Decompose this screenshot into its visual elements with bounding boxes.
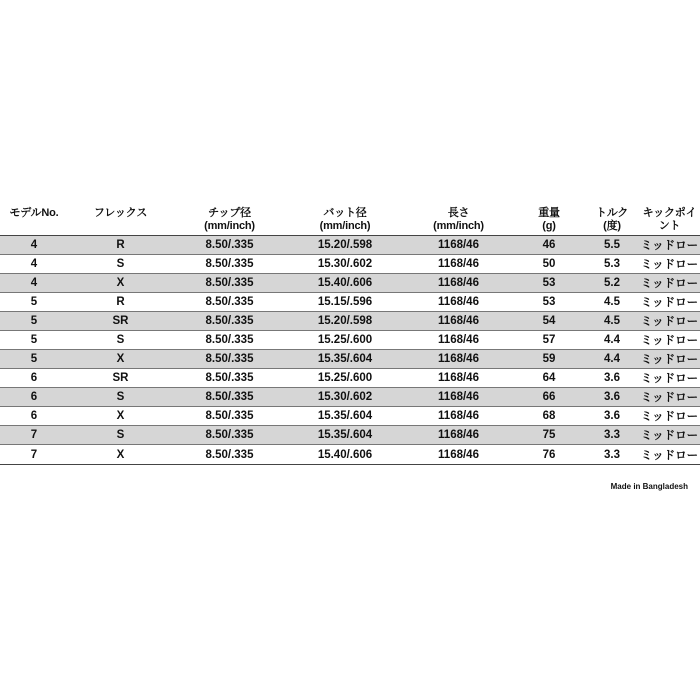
header-tip-label: チップ径	[208, 207, 251, 219]
cell-kick: ミッドロー	[640, 449, 699, 462]
spec-table	[0, 205, 700, 465]
cell-torque: 5.3	[604, 258, 620, 270]
header-weight	[513, 205, 585, 233]
cell-butt: 15.30/.602	[317, 258, 373, 270]
cell-length: 1168/46	[438, 391, 479, 403]
cell-length: 1168/46	[438, 372, 479, 384]
header-tip-unit: (mm/inch)	[204, 220, 255, 232]
table-row	[0, 331, 700, 350]
cell-torque: 4.4	[604, 334, 620, 346]
table-header-row	[0, 205, 700, 235]
cell-tip: 8.50/.335	[205, 429, 254, 441]
header-model-label: モデルNo.	[9, 207, 59, 219]
cell-length: 1168/46	[438, 258, 479, 270]
header-tip	[173, 205, 286, 233]
cell-tip: 8.50/.335	[205, 391, 254, 403]
cell-flex: S	[116, 334, 125, 346]
cell-kick: ミッドロー	[640, 297, 699, 309]
cell-butt: 15.25/.600	[317, 334, 373, 346]
cell-torque: 3.6	[604, 410, 620, 422]
header-torque	[585, 205, 639, 233]
cell-weight: 53	[542, 277, 556, 289]
table-row	[0, 236, 700, 255]
header-flex-label: フレックス	[93, 207, 148, 219]
cell-flex: X	[116, 448, 125, 461]
cell-flex: X	[116, 410, 125, 422]
cell-torque: 4.4	[604, 353, 620, 365]
cell-model: 6	[30, 410, 38, 422]
cell-flex: R	[116, 239, 125, 251]
cell-butt: 15.25/.600	[317, 372, 373, 384]
cell-weight: 54	[542, 315, 556, 327]
cell-kick: ミッドロー	[640, 259, 699, 271]
table-row	[0, 293, 700, 312]
cell-torque: 5.2	[604, 277, 620, 289]
cell-tip: 8.50/.335	[205, 448, 254, 461]
cell-kick: ミッドロー	[640, 278, 699, 290]
cell-flex: X	[116, 277, 125, 289]
cell-length: 1168/46	[438, 296, 479, 308]
cell-butt: 15.35/.604	[317, 429, 373, 441]
cell-butt: 15.20/.598	[317, 239, 373, 251]
header-length-unit: (mm/inch)	[433, 220, 484, 232]
cell-torque: 5.5	[604, 239, 620, 251]
cell-butt: 15.40/.606	[317, 277, 373, 289]
cell-flex: R	[116, 296, 125, 308]
cell-kick: ミッドロー	[640, 411, 699, 423]
header-butt-unit: (mm/inch)	[319, 220, 371, 232]
cell-weight: 46	[542, 239, 556, 251]
cell-tip: 8.50/.335	[205, 296, 254, 308]
cell-weight: 50	[542, 258, 556, 270]
cell-kick: ミッドロー	[640, 373, 699, 385]
cell-length: 1168/46	[438, 239, 479, 251]
table-row	[0, 445, 700, 464]
cell-butt: 15.35/.604	[317, 410, 373, 422]
cell-butt: 15.15/.596	[317, 296, 373, 308]
cell-model: 5	[30, 296, 38, 308]
cell-kick: ミッドロー	[640, 335, 699, 347]
cell-model: 4	[30, 239, 38, 251]
cell-flex: SR	[112, 315, 129, 327]
cell-length: 1168/46	[438, 353, 479, 365]
table-row	[0, 255, 700, 274]
cell-butt: 15.30/.602	[317, 391, 373, 403]
table-row	[0, 388, 700, 407]
cell-flex: S	[116, 429, 125, 441]
cell-model: 7	[30, 448, 38, 461]
table-row	[0, 274, 700, 293]
cell-tip: 8.50/.335	[205, 353, 254, 365]
cell-length: 1168/46	[438, 429, 479, 441]
cell-torque: 3.6	[604, 372, 620, 384]
cell-butt: 15.35/.604	[317, 353, 373, 365]
cell-length: 1168/46	[438, 315, 479, 327]
cell-model: 7	[30, 429, 38, 441]
header-torque-label: トルク	[595, 207, 629, 219]
table-row	[0, 407, 700, 426]
table-row	[0, 312, 700, 331]
cell-tip: 8.50/.335	[205, 410, 254, 422]
header-flex	[68, 205, 173, 220]
header-torque-unit: (度)	[603, 220, 621, 232]
cell-flex: SR	[112, 372, 129, 384]
cell-weight: 76	[542, 448, 556, 461]
cell-length: 1168/46	[438, 334, 479, 346]
cell-kick: ミッドロー	[640, 240, 699, 252]
header-kick-label: キックポイント	[642, 207, 697, 232]
cell-torque: 3.6	[604, 391, 620, 403]
cell-tip: 8.50/.335	[205, 258, 254, 270]
header-butt-label: バット径	[323, 207, 367, 219]
cell-weight: 75	[542, 429, 556, 441]
cell-length: 1168/46	[438, 277, 479, 289]
cell-weight: 53	[542, 296, 556, 308]
cell-kick: ミッドロー	[640, 354, 699, 366]
header-length	[404, 205, 513, 233]
cell-tip: 8.50/.335	[205, 315, 254, 327]
header-weight-label: 重量	[538, 207, 560, 219]
cell-torque: 3.3	[604, 448, 620, 461]
origin-note: Made in Bangladesh	[610, 482, 688, 491]
cell-model: 4	[30, 258, 38, 270]
header-butt	[286, 205, 404, 233]
header-model	[0, 205, 68, 220]
cell-model: 5	[30, 334, 38, 346]
cell-weight: 64	[542, 372, 556, 384]
cell-weight: 57	[542, 334, 556, 346]
cell-flex: X	[116, 353, 125, 365]
table-body	[0, 235, 700, 465]
cell-model: 4	[30, 277, 38, 289]
table-row	[0, 369, 700, 388]
cell-tip: 8.50/.335	[205, 334, 254, 346]
cell-weight: 66	[542, 391, 556, 403]
header-length-label: 長さ	[447, 207, 470, 219]
cell-model: 5	[30, 315, 38, 327]
cell-length: 1168/46	[438, 410, 479, 422]
cell-torque: 4.5	[604, 315, 620, 327]
cell-torque: 3.3	[604, 429, 620, 441]
header-weight-unit: (g)	[542, 220, 556, 232]
cell-weight: 68	[542, 410, 556, 422]
cell-model: 6	[30, 372, 38, 384]
cell-flex: S	[116, 258, 125, 270]
table-row	[0, 426, 700, 445]
cell-butt: 15.20/.598	[317, 315, 373, 327]
header-kick	[639, 205, 700, 233]
cell-torque: 4.5	[604, 296, 620, 308]
cell-tip: 8.50/.335	[205, 277, 254, 289]
table-row	[0, 350, 700, 369]
cell-kick: ミッドロー	[640, 392, 699, 404]
cell-weight: 59	[542, 353, 556, 365]
cell-kick: ミッドロー	[640, 430, 699, 442]
cell-butt: 15.40/.606	[317, 448, 373, 461]
cell-model: 5	[30, 353, 38, 365]
cell-kick: ミッドロー	[640, 316, 699, 328]
cell-tip: 8.50/.335	[205, 239, 254, 251]
cell-length: 1168/46	[438, 448, 479, 461]
cell-model: 6	[30, 391, 38, 403]
cell-tip: 8.50/.335	[205, 372, 254, 384]
cell-flex: S	[116, 391, 125, 403]
